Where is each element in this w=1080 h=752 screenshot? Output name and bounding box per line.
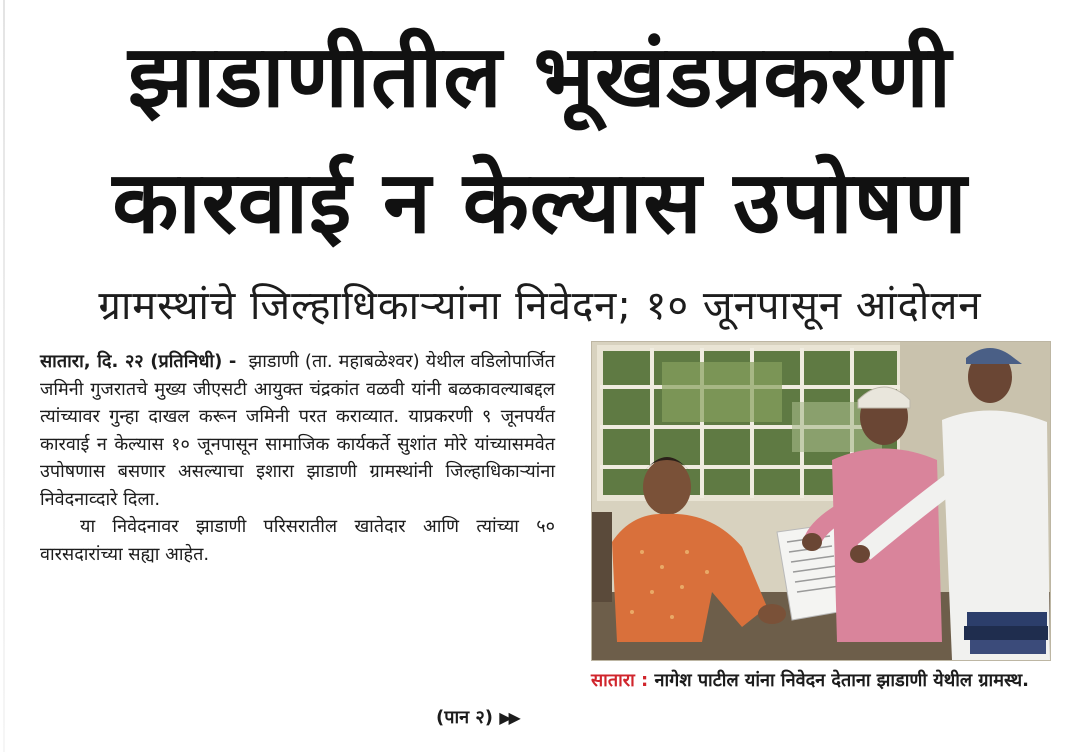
continued-on-page (436, 705, 518, 729)
subheadline: ग्रामस्थांचे जिल्हाधिकाऱ्यांना निवेदन; १० जूनपासून आंदोलन (98, 283, 982, 329)
headline-line-2: कारवाई न केल्यास उपोषण (112, 153, 968, 253)
article-paragraph-1-text: झाडाणी (ता. महाबळेश्वर) येथील वडिलोपार्जित जमिनी गुजरातचे मुख्य जीएसटी आयुक्त चंद्रकांत वळवी यांनी बळकावल्याबद्दल त्यांच्यावर गुन्हा दाखल करून जमिनी परत कराव्यात. याप्रकरणी ९ जूनपर्यंत कारवाई न केल्यास १० जूनपासून सामाजिक कार्यकर्ते सुशांत मोरे यांच्यासमवेत उपोषणास बसणार असल्याचा इशारा झाडाणी ग्रामस्थांनी जिल्हाधिकाऱ्यांना निवेदनाव्दारे दिला. (40, 351, 555, 510)
photo-caption (591, 665, 1055, 696)
caption-place: सातारा : (591, 670, 649, 691)
news-photo (591, 341, 1051, 661)
headline-line-1: झाडाणीतील भूखंडप्रकरणी (128, 27, 952, 127)
article-paragraph-1 (40, 348, 555, 513)
dateline: सातारा, दि. २२ (प्रतिनिधी) - (40, 351, 237, 372)
news-photo-illustration (592, 342, 1050, 660)
article-paragraph-2: या निवेदनावर झाडाणी परिसरातील खातेदार आणि त्यांच्या ५० वारसदारांच्या सह्या आहेत. (40, 516, 555, 565)
double-arrow-right-icon: ▶▶ (499, 708, 518, 727)
caption-text: नागेश पाटील यांना निवेदन देताना झाडाणी येथील ग्रामस्थ. (654, 670, 1029, 691)
article-body (40, 348, 555, 568)
continued-on-page-label: (पान २) (436, 707, 493, 728)
